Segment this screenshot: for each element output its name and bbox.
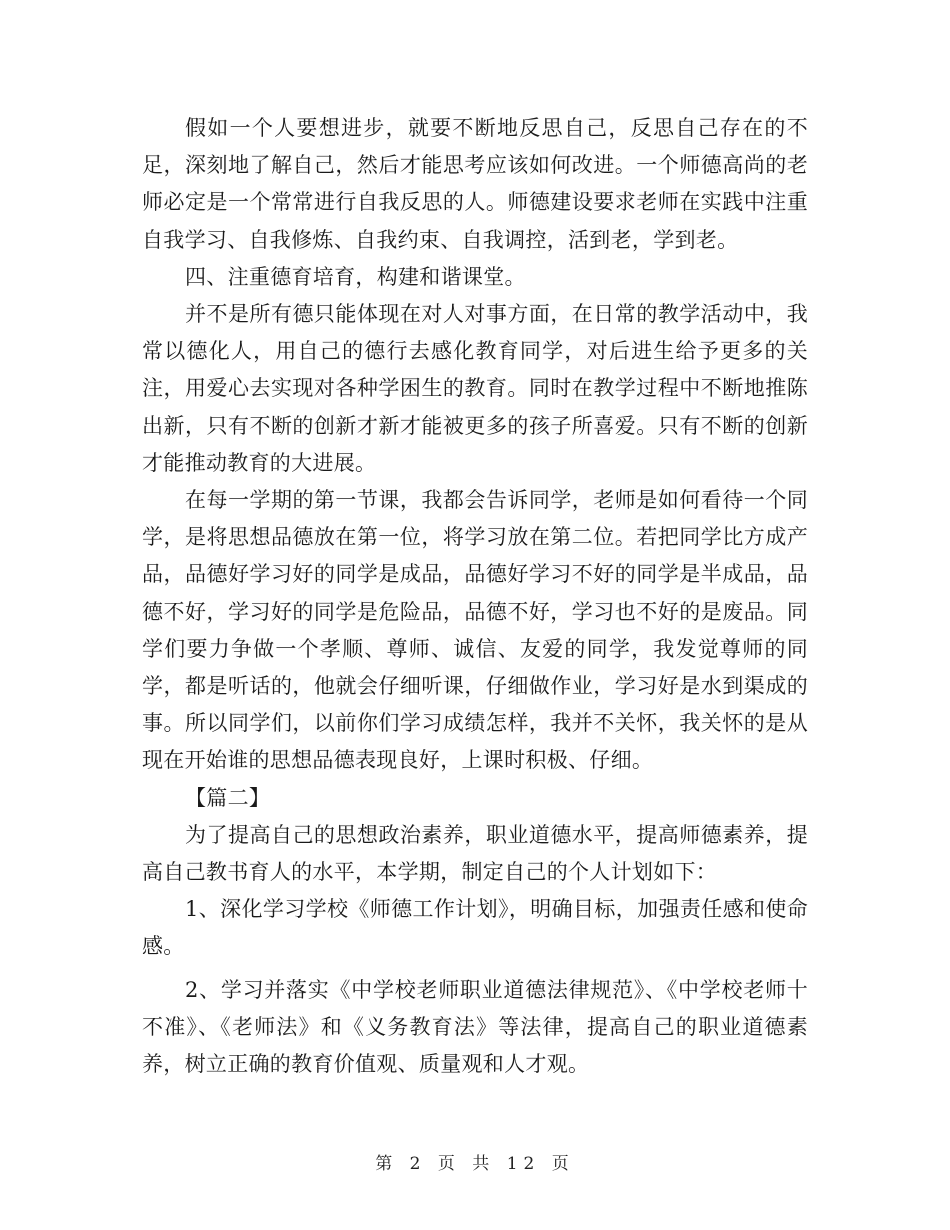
section-heading-part-two: 【篇二】 bbox=[185, 785, 271, 810]
paragraph-personal-plan: 为了提高自己的思想政治素养，职业道德水平，提高师德素养，提高自己教书育人的水平，本学期，制定自己的个人计划如下： bbox=[142, 822, 808, 885]
paragraph-self-reflection: 假如一个人要想进步，就要不断地反思自己，反思自己存在的不足，深刻地了解自己，然后才能思考应该如何改进。一个师德高尚的老师必定是一个常常进行自我反思的人。师德建设要求老师在实践中注重自我学习、自我修炼、自我约束、自我调控，活到老，学到老。 bbox=[142, 116, 808, 252]
paragraph-first-lesson: 在每一学期的第一节课，我都会告诉同学，老师是如何看待一个同学，是将思想品德放在第一位，将学习放在第二位。若把同学比方成产品，品德好学习好的同学是成品，品德好学习不好的同学是半成品，品德不好，学习好的同学是危险品，品德不好，学习也不好的是废品。同学们要力争做一个孝顺、尊师、诚信、友爱的同学，我发觉尊师的同学，都是听话的，他就会仔细听课，仔细做作业，学习好是水到渠成的事。所以同学们，以前你们学习成绩怎样，我并不关怀，我关怀的是从现在开始谁的思想品德表现良好，上课时积极、仔细。 bbox=[142, 488, 808, 773]
page-number-footer: 第 2 页 共 12 页 bbox=[375, 1154, 575, 1174]
section-heading-moral-education: 四、注重德育培育，构建和谐课堂。 bbox=[185, 264, 526, 289]
list-item-1: 1、深化学习学校《师德工作计划》，明确目标，加强责任感和使命感。 bbox=[142, 897, 808, 959]
document-body bbox=[142, 110, 808, 1083]
paragraph-moral-teaching: 并不是所有德只能体现在对人对事方面，在日常的教学活动中，我常以德化人，用自己的德行去感化教育同学，对后进生给予更多的关注，用爱心去实现对各种学困生的教育。同时在教学过程中不断地推陈出新，只有不断的创新才新才能被更多的孩子所喜爱。只有不断的创新才能推动教育的大进展。 bbox=[142, 302, 808, 475]
list-item-2: 2、学习并落实《中学校老师职业道德法律规范》、《中学校老师十不准》、《老师法》和《义务教育法》等法律，提高自己的职业道德素养，树立正确的教育价值观、质量观和人才观。 bbox=[142, 977, 808, 1077]
